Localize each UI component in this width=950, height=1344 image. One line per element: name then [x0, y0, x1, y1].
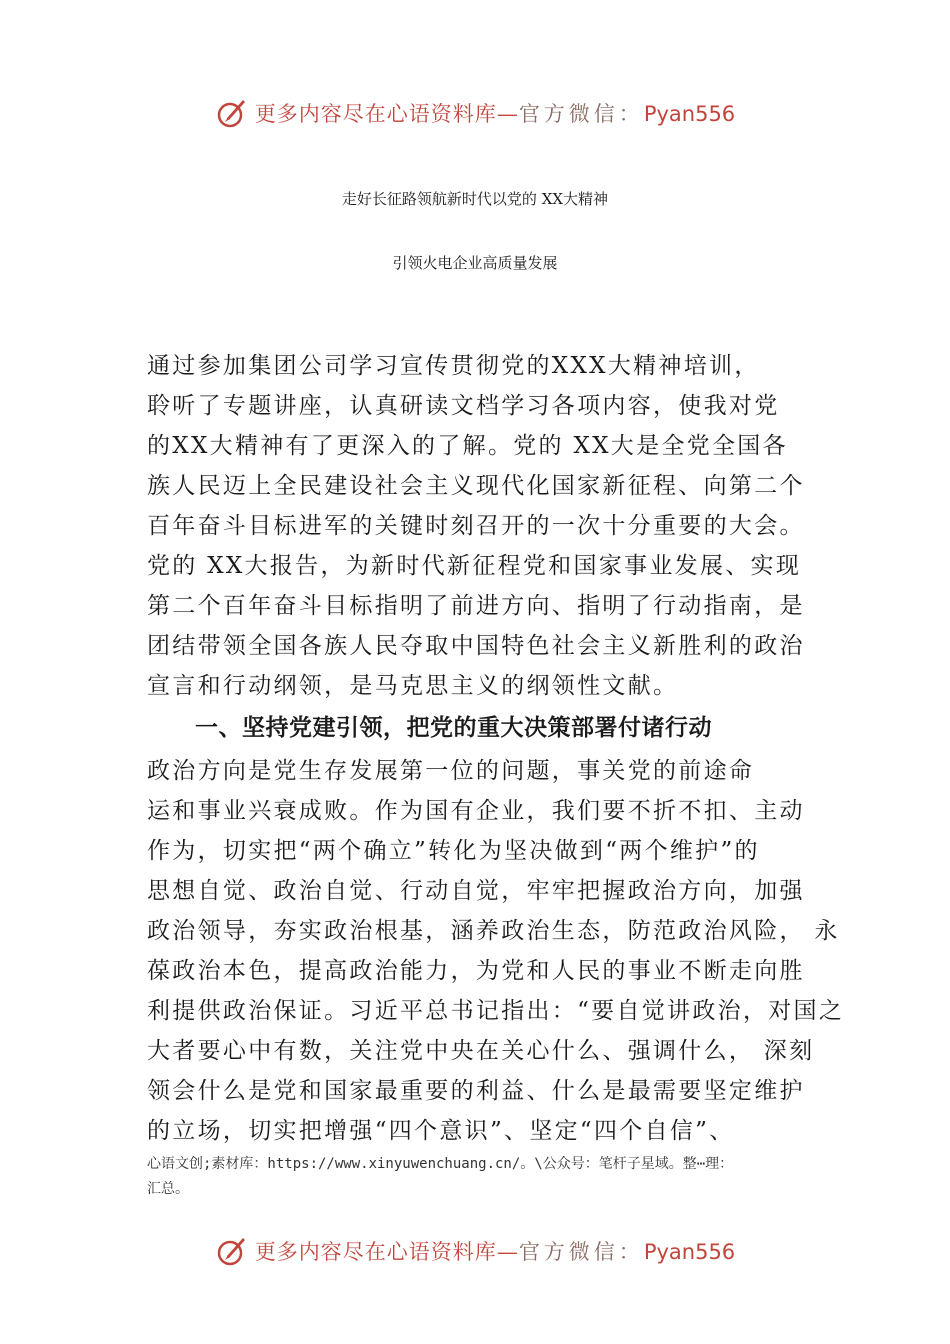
paragraph-line: 宣言和行动纲领，是马克思主义的纲领性文献。: [147, 673, 679, 699]
paragraph-line: 大者要心中有数，关注党中央在关心什么、强调什么， 深刻: [147, 1038, 815, 1064]
watermark-text: 更多内容尽在心语资料库—官方微信：Pyan556: [254, 102, 736, 126]
paragraph-line: 政治方向是党生存发展第一位的问题，事关党的前途命: [147, 758, 755, 784]
paragraph-line: 通过参加集团公司学习宣传贯彻党的XXX大精神培训，: [147, 353, 760, 379]
footnote-line-1: 心语文创;素材库：https://www.xinyuwenchuang.cn/。\公众号：笔杆子星域。整⋯理：: [147, 1156, 734, 1172]
watermark-bottom: [0, 1234, 950, 1268]
paragraph-line: 思想自觉、政治自觉、行动自觉，牢牢把握政治方向，加强: [147, 878, 805, 904]
watermark-top: [0, 96, 950, 130]
document-title-line-2: 引领火电企业高质量发展: [392, 254, 558, 272]
footnote-line-2: 汇总。: [147, 1181, 189, 1197]
paragraph-line: 百年奋斗目标进军的关键时刻召开的一次十分重要的大会。: [147, 513, 805, 539]
paragraph-line: 的立场，切实把增强“四个意识”、坚定“四个自信”、: [147, 1118, 735, 1144]
section-heading: 一、坚持党建引领，把党的重大决策部署付诸行动: [195, 715, 712, 741]
paragraph-line: 族人民迈上全民建设社会主义现代化国家新征程、向第二个: [147, 473, 805, 499]
paragraph-line: 的XX大精神有了更深入的了解。党的 XX大是全党全国各: [147, 433, 788, 459]
document-title-line-1: 走好长征路领航新时代以党的 XX大精神: [341, 190, 609, 208]
paragraph-line: 聆听了专题讲座，认真研读文档学习各项内容，使我对党: [147, 393, 780, 419]
paragraph-line: 党的 XX大报告，为新时代新征程党和国家事业发展、实现: [147, 553, 802, 579]
watermark-text: 更多内容尽在心语资料库—官方微信：Pyan556: [254, 1240, 736, 1264]
paragraph-line: 利提供政治保证。习近平总书记指出：“要自觉讲政治，对国之: [147, 998, 845, 1024]
quill-logo-icon: [215, 96, 249, 130]
paragraph-line: 政治领导，夯实政治根基，涵养政治生态，防范政治风险， 永: [147, 918, 840, 944]
paragraph-line: 运和事业兴衰成败。作为国有企业，我们要不折不扣、主动: [147, 798, 805, 824]
quill-logo-icon: [215, 1234, 249, 1268]
paragraph-line: 作为，切实把“两个确立”转化为坚决做到“两个维护”的: [147, 838, 760, 864]
paragraph-line: 团结带领全国各族人民夺取中国特色社会主义新胜利的政治: [147, 633, 805, 659]
paragraph-line: 第二个百年奋斗目标指明了前进方向、指明了行动指南，是: [147, 593, 805, 619]
paragraph-line: 葆政治本色，提高政治能力，为党和人民的事业不断走向胜: [147, 958, 805, 984]
paragraph-line: 领会什么是党和国家最重要的利益、什么是最需要坚定维护: [147, 1078, 805, 1104]
